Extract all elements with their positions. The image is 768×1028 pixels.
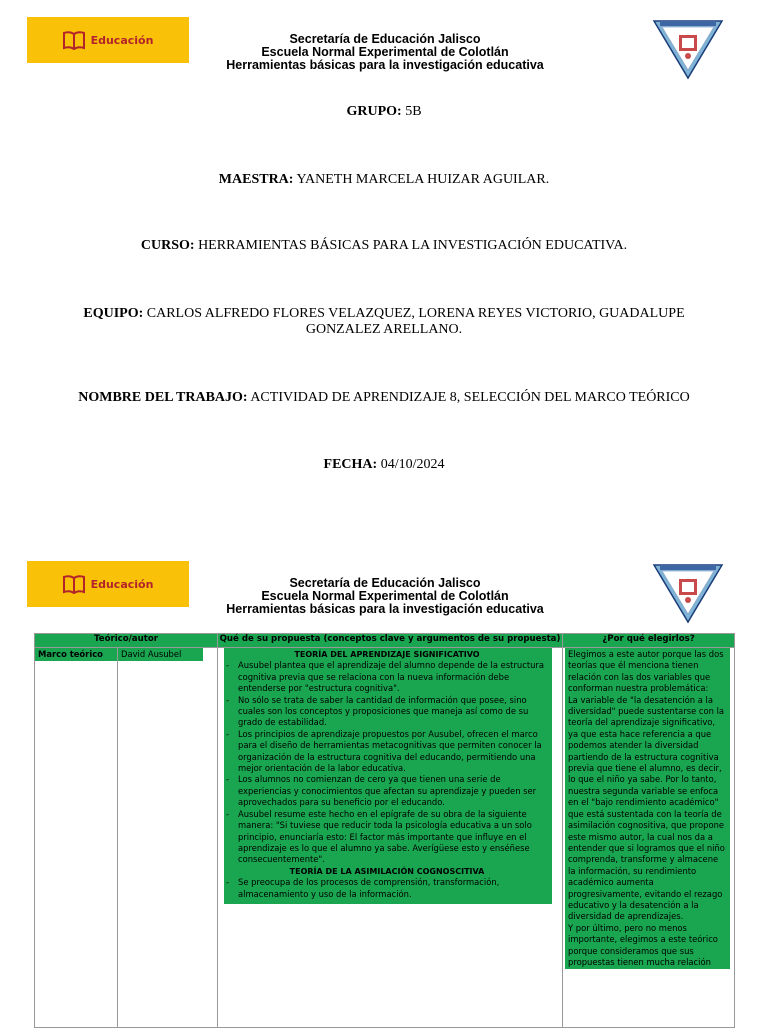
education-logo (27, 561, 189, 607)
school-seal-icon (652, 18, 724, 80)
institution-header (210, 577, 560, 616)
theory2-title: TEORÍA DE LA ASIMILACIÓN COGNOSCITIVA (289, 866, 485, 876)
theory1-points (224, 660, 550, 865)
fecha-value: 04/10/2024 (380, 457, 445, 472)
curso-label: CURSO: (140, 238, 195, 253)
fecha-label: FECHA: (323, 457, 378, 472)
institution-header (210, 33, 560, 72)
maestra-value: YANETH MARCELA HUIZAR AGUILAR. (296, 172, 550, 187)
list-item: - Se preocupa de los procesos de comprensión, transformación, almacenamiento y uso de la información. (238, 877, 550, 900)
grupo-value: 5B (405, 104, 422, 119)
book-icon (63, 30, 85, 50)
header-line-2: Escuela Normal Experimental de Colotlán (261, 45, 509, 59)
school-seal-icon (652, 562, 724, 624)
equipo-label: EQUIPO: (83, 306, 144, 321)
trabajo-value: ACTIVIDAD DE APRENDIZAJE 8, SELECCIÓN DEL MARCO TEÓRICO (250, 390, 690, 405)
list-item: - Ausubel plantea que el aprendizaje del alumno depende de la estructura cognitiva previa que se relaciona con la nueva información debe entenderse por "estructura cognitiva". (238, 660, 550, 694)
author-cell (118, 648, 218, 1028)
list-item: - Los alumnos no comienzan de cero ya que tienen una serie de experiencias y conocimientos que afectan su aprendizaje y pueden ser aprovechados para su beneficio por el educando. (238, 774, 550, 808)
row-label-cell (35, 648, 118, 1028)
trabajo-label: NOMBRE DEL TRABAJO: (78, 390, 248, 405)
list-item: - No sólo se trata de saber la cantidad de información que posee, sino cuales son los conceptos y proposiciones que maneja así como de su grado de estabilidad. (238, 695, 550, 729)
logo-text: Educación (90, 577, 154, 591)
header-line-1: Secretaría de Educación Jalisco (289, 576, 481, 590)
theory2-points (224, 877, 550, 900)
why-text: Elegimos a este autor porque las dos teorías que él menciona tienen relación con las dos variables que conforman nuestra problemática: La variable de "la desatención a la diversidad" puede sustentarse con la teoría del aprendizaje significativo, ya que esta hace referencia a que podemos atender la diversidad partiendo de la estructura cognitiva previa que tiene el alumno, es decir, lo que el niño ya sabe. Por lo tanto, nuestra segunda variable se enfoca en el "bajo rendimiento académico" que está sustentada con la teoría de asimilación cognositiva, que propone este mismo autor, la cual nos da a entender que si logramos que el niño comprenda, transforme y almacene la información, su rendimiento académico aumenta progresivamente, evitando el rezago educativo y la desatención a la diversidad de aprendizajes. Y por último, pero no menos importante, elegimos a este teórico porque consideramos que sus propuestas tienen mucha relación (565, 648, 730, 969)
marco-teorico-table (34, 633, 735, 1028)
header-line-3: Herramientas básicas para la investigación educativa (226, 58, 544, 72)
list-item: - Ausubel resume este hecho en el epígrafe de su obra de la siguiente manera: "Si tuviese que reducir toda la psicología educativa a un solo principio, enunciaría esto: El factor más importante que influye en el aprendizaje es lo que el alumno ya sabe. Averígüese esto y enséñese consecuentemente". (238, 809, 550, 866)
fecha-line (40, 457, 728, 473)
header-line-2: Escuela Normal Experimental de Colotlán (261, 589, 509, 603)
row-label: Marco teórico (35, 648, 117, 661)
curso-line (40, 238, 728, 254)
theory1-title: TEORÍA DEL APRENDIZAJE SIGNIFICATIVO (294, 650, 480, 659)
book-icon (63, 574, 85, 594)
grupo-line (40, 104, 728, 120)
proposal-content (224, 648, 552, 904)
curso-value: HERRAMIENTAS BÁSICAS PARA LA INVESTIGACIÓN EDUCATIVA. (198, 238, 628, 253)
list-item: - Los principios de aprendizaje propuestos por Ausubel, ofrecen el marco para el diseño de herramientas metacognitivas que permiten conocer la organización de la estructura cognitiva del educando, permitiendo una mejor orientación de la labor educativa. (238, 729, 550, 775)
column-header-author: Teórico/autor (35, 634, 218, 648)
equipo-value: CARLOS ALFREDO FLORES VELAZQUEZ, LORENA REYES VICTORIO, GUADALUPE GONZALEZ ARELLANO. (146, 306, 685, 337)
trabajo-line (40, 390, 728, 406)
why-cell (563, 648, 735, 1028)
logo-text: Educación (90, 33, 154, 47)
grupo-label: GRUPO: (346, 104, 402, 119)
header-line-1: Secretaría de Educación Jalisco (289, 32, 481, 46)
column-header-proposal: Qué de su propuesta (conceptos clave y argumentos de su propuesta) (218, 634, 563, 648)
education-logo (27, 17, 189, 63)
proposal-cell (218, 648, 563, 1028)
author-name: David Ausubel (118, 648, 203, 661)
header-line-3: Herramientas básicas para la investigación educativa (226, 602, 544, 616)
column-header-why: ¿Por qué elegirlos? (563, 634, 735, 648)
maestra-label: MAESTRA: (218, 172, 294, 187)
maestra-line (40, 172, 728, 188)
equipo-line (60, 306, 708, 338)
